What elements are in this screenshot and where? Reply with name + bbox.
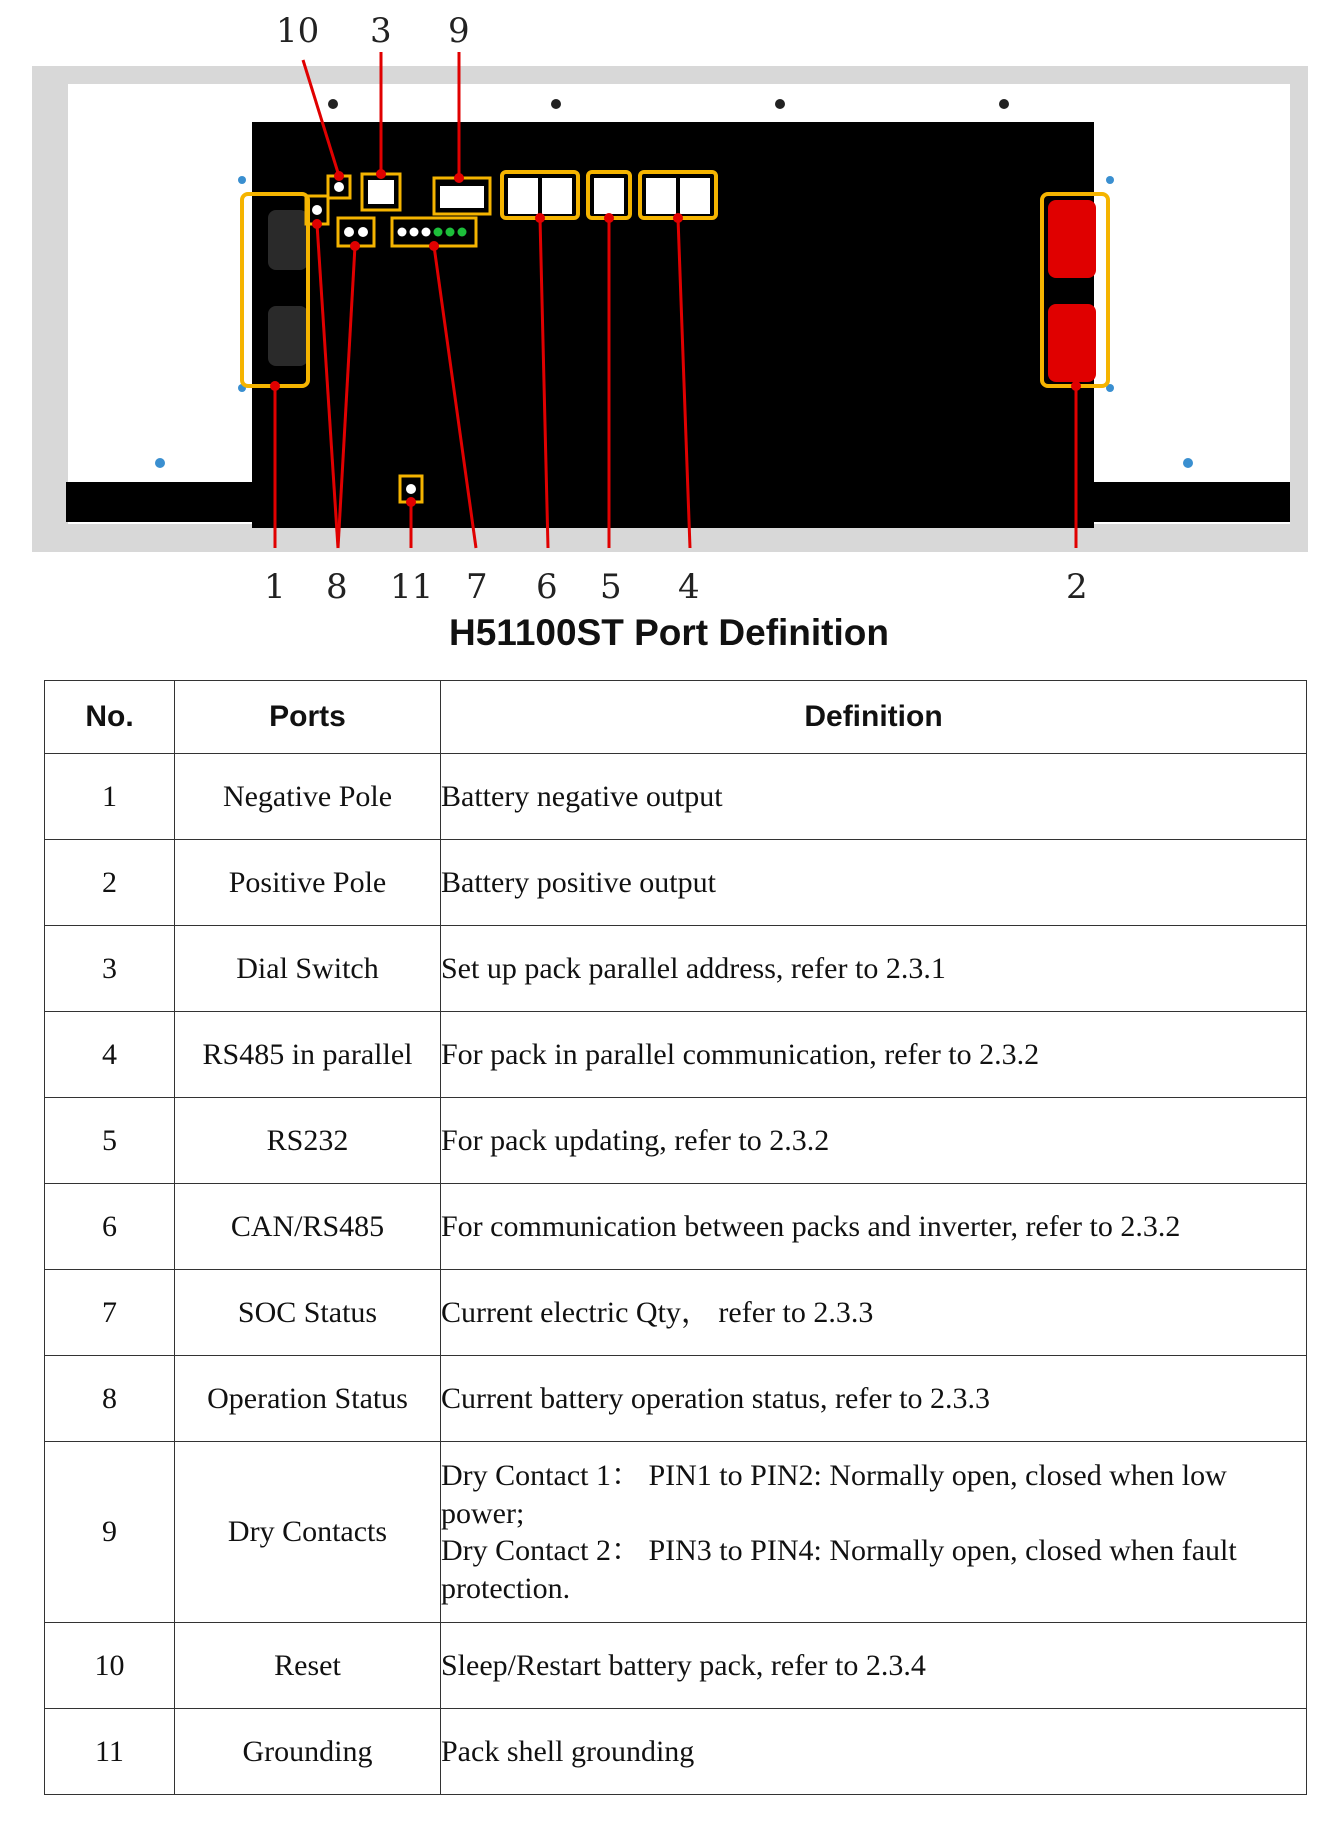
rs232-port [588, 172, 630, 218]
chassis-bottom-left [66, 482, 266, 522]
row-no: 4 [45, 1012, 175, 1098]
table-row [45, 926, 1307, 1012]
row-no: 6 [45, 1184, 175, 1270]
screw [238, 176, 246, 184]
row-definition: Pack shell grounding [441, 1709, 1307, 1795]
table-row [45, 840, 1307, 926]
table-row [45, 1098, 1307, 1184]
row-port: Dial Switch [175, 926, 441, 1012]
row-port: Operation Status [175, 1356, 441, 1442]
table-row [45, 1270, 1307, 1356]
row-port: SOC Status [175, 1270, 441, 1356]
row-no: 9 [45, 1442, 175, 1623]
port-definition-table [44, 680, 1307, 1795]
dry-contact-2-text: Dry Contact 2： PIN3 to PIN4: Normally open, closed when fault protection. [441, 1534, 1237, 1605]
row-no: 5 [45, 1098, 175, 1184]
row-port: Positive Pole [175, 840, 441, 926]
callout-8: 8 [326, 567, 348, 607]
row-no: 3 [45, 926, 175, 1012]
row-definition: Battery positive output [441, 840, 1307, 926]
row-no: 7 [45, 1270, 175, 1356]
header-no: No. [45, 681, 175, 754]
header-ports: Ports [175, 681, 441, 754]
table-row [45, 1012, 1307, 1098]
row-no: 11 [45, 1709, 175, 1795]
row-definition: For pack in parallel communication, refer to 2.3.2 [441, 1012, 1307, 1098]
chassis-bottom-right [1090, 482, 1290, 522]
header-definition: Definition [441, 681, 1307, 754]
callout-11: 11 [390, 567, 434, 607]
row-no: 2 [45, 840, 175, 926]
row-port: CAN/RS485 [175, 1184, 441, 1270]
table-row [45, 1709, 1307, 1795]
callout-3: 3 [370, 11, 392, 51]
table-header-row [45, 681, 1307, 754]
callout-7: 7 [466, 567, 488, 607]
table-row [45, 1356, 1307, 1442]
callout-1: 1 [264, 567, 286, 607]
row-definition: Current electric Qty， refer to 2.3.3 [441, 1270, 1307, 1356]
screw [155, 458, 165, 468]
callout-4: 4 [678, 567, 700, 607]
table-row [45, 1623, 1307, 1709]
screw [775, 99, 785, 109]
row-port: Dry Contacts [175, 1442, 441, 1623]
callout-10: 10 [276, 11, 320, 51]
page-title: H51100ST Port Definition [449, 612, 889, 653]
callout-9: 9 [448, 11, 470, 51]
row-definition: Set up pack parallel address, refer to 2.3.1 [441, 926, 1307, 1012]
callout-5: 5 [600, 567, 622, 607]
row-port: Grounding [175, 1709, 441, 1795]
row-port: RS232 [175, 1098, 441, 1184]
table-row [45, 1442, 1307, 1623]
row-port: Negative Pole [175, 754, 441, 840]
screw [328, 99, 338, 109]
screw [1183, 458, 1193, 468]
row-no: 8 [45, 1356, 175, 1442]
row-definition: Battery negative output [441, 754, 1307, 840]
dry-contact-1-text: Dry Contact 1： PIN1 to PIN2: Normally open, closed when low power; [441, 1459, 1227, 1530]
screw [999, 99, 1009, 109]
callout-6: 6 [536, 567, 558, 607]
row-definition: For communication between packs and inverter, refer to 2.3.2 [441, 1184, 1307, 1270]
table-row [45, 754, 1307, 840]
row-no: 1 [45, 754, 175, 840]
row-port: Reset [175, 1623, 441, 1709]
screw [551, 99, 561, 109]
row-definition: For pack updating, refer to 2.3.2 [441, 1098, 1307, 1184]
table-row [45, 1184, 1307, 1270]
screw [1106, 176, 1114, 184]
row-no: 10 [45, 1623, 175, 1709]
row-definition [441, 1442, 1307, 1623]
row-definition: Sleep/Restart battery pack, refer to 2.3.4 [441, 1623, 1307, 1709]
callout-2: 2 [1066, 567, 1088, 607]
battery-front-panel-diagram [0, 0, 1338, 640]
row-definition: Current battery operation status, refer to 2.3.3 [441, 1356, 1307, 1442]
row-port: RS485 in parallel [175, 1012, 441, 1098]
